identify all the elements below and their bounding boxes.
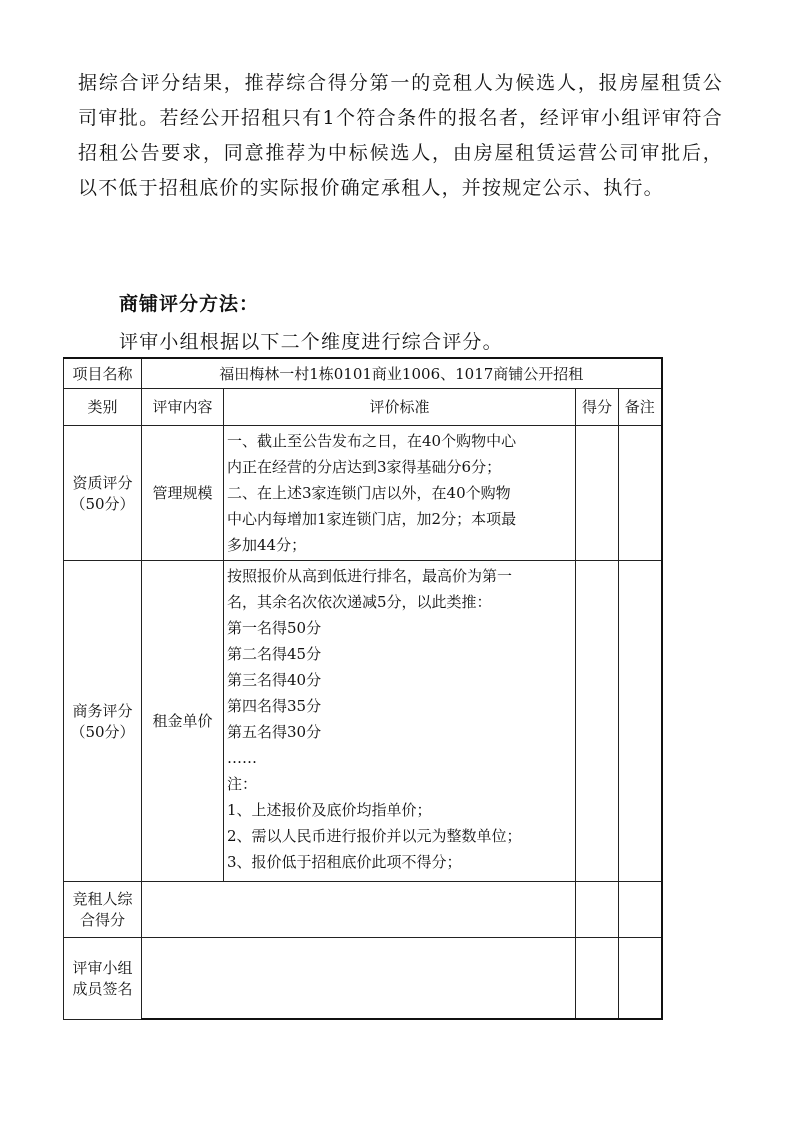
qualification-content: 管理规模: [142, 425, 224, 560]
header-criteria: 评价标准: [224, 388, 576, 425]
business-category-line2: （50分）: [70, 722, 135, 741]
project-row: [64, 358, 662, 388]
scoring-table: [63, 357, 663, 1020]
total-label: [64, 881, 142, 937]
qualification-criteria: [224, 425, 576, 560]
total-label-line1: 竞租人综: [72, 890, 133, 908]
criteria-line: 一、截止至公告发布之日，在40个购物中心: [227, 431, 517, 450]
criteria-line: 注：: [227, 774, 258, 793]
criteria-line: 名，其余名次依次递减5分，以此类推：: [227, 592, 492, 611]
qualification-remark-cell: [619, 425, 662, 560]
business-row: [64, 560, 662, 881]
business-criteria: [224, 560, 576, 881]
signature-label-line1: 评审小组: [72, 959, 133, 977]
total-value-cell: [142, 881, 576, 937]
signature-value-cell: [142, 937, 576, 1019]
total-label-line2: 合得分: [79, 911, 125, 929]
header-content: 评审内容: [142, 388, 224, 425]
qualification-score-cell: [576, 425, 619, 560]
total-score-cell: [576, 881, 619, 937]
criteria-line: 中心内每增加1家连锁门店，加2分；本项最: [227, 509, 517, 528]
criteria-line: 第四名得35分: [227, 696, 322, 715]
qualification-row: [64, 425, 662, 560]
signature-score-cell: [576, 937, 619, 1019]
signature-remark-cell: [619, 937, 662, 1019]
qualification-category-line1: 资质评分: [72, 473, 133, 492]
section-title: 商铺评分方法：: [119, 293, 260, 315]
criteria-line: 2、需以人民币进行报价并以元为整数单位；: [227, 826, 522, 845]
header-category: 类别: [64, 388, 142, 425]
criteria-line: 1、上述报价及底价均指单价；: [227, 800, 432, 819]
signature-label: [64, 937, 142, 1019]
qualification-category-line2: （50分）: [70, 494, 135, 513]
total-row: [64, 881, 662, 937]
body-paragraph: 据综合评分结果，推荐综合得分第一的竞租人为候选人，报房屋租赁公司审批。若经公开招租只有1个符合条件的报名者，经评审小组评审符合招租公告要求，同意推荐为中标候选人，由房屋租赁运营公司审批后，以不低于招租底价的实际报价确定承租人，并按规定公示、执行。: [78, 72, 723, 199]
header-score: 得分: [576, 388, 619, 425]
total-remark-cell: [619, 881, 662, 937]
criteria-line: 3、报价低于招租底价此项不得分；: [227, 852, 462, 871]
business-remark-cell: [619, 560, 662, 881]
criteria-line: 第一名得50分: [227, 618, 322, 637]
project-name: 福田梅林一村1栋0101商业1006、1017商铺公开招租: [142, 358, 662, 388]
qualification-category: [64, 425, 142, 560]
header-remark: 备注: [619, 388, 662, 425]
signature-label-line2: 成员签名: [72, 980, 133, 998]
project-label: 项目名称: [64, 358, 142, 388]
intro-text: 评审小组根据以下二个维度进行综合评分。: [119, 331, 503, 353]
business-score-cell: [576, 560, 619, 881]
criteria-line: 第五名得30分: [227, 722, 322, 741]
criteria-line: 二、在上述3家连锁门店以外，在40个购物: [227, 483, 511, 502]
business-content: 租金单价: [142, 560, 224, 881]
criteria-line: ……: [227, 748, 257, 767]
business-category: [64, 560, 142, 881]
criteria-line: 多加44分；: [227, 535, 307, 554]
criteria-line: 第二名得45分: [227, 644, 322, 663]
criteria-line: 第三名得40分: [227, 670, 322, 689]
criteria-line: 内正在经营的分店达到3家得基础分6分；: [227, 457, 502, 476]
signature-row: [64, 937, 662, 1019]
header-row: [64, 388, 662, 425]
business-category-line1: 商务评分: [72, 701, 133, 720]
criteria-line: 按照报价从高到低进行排名，最高价为第一: [227, 566, 513, 585]
